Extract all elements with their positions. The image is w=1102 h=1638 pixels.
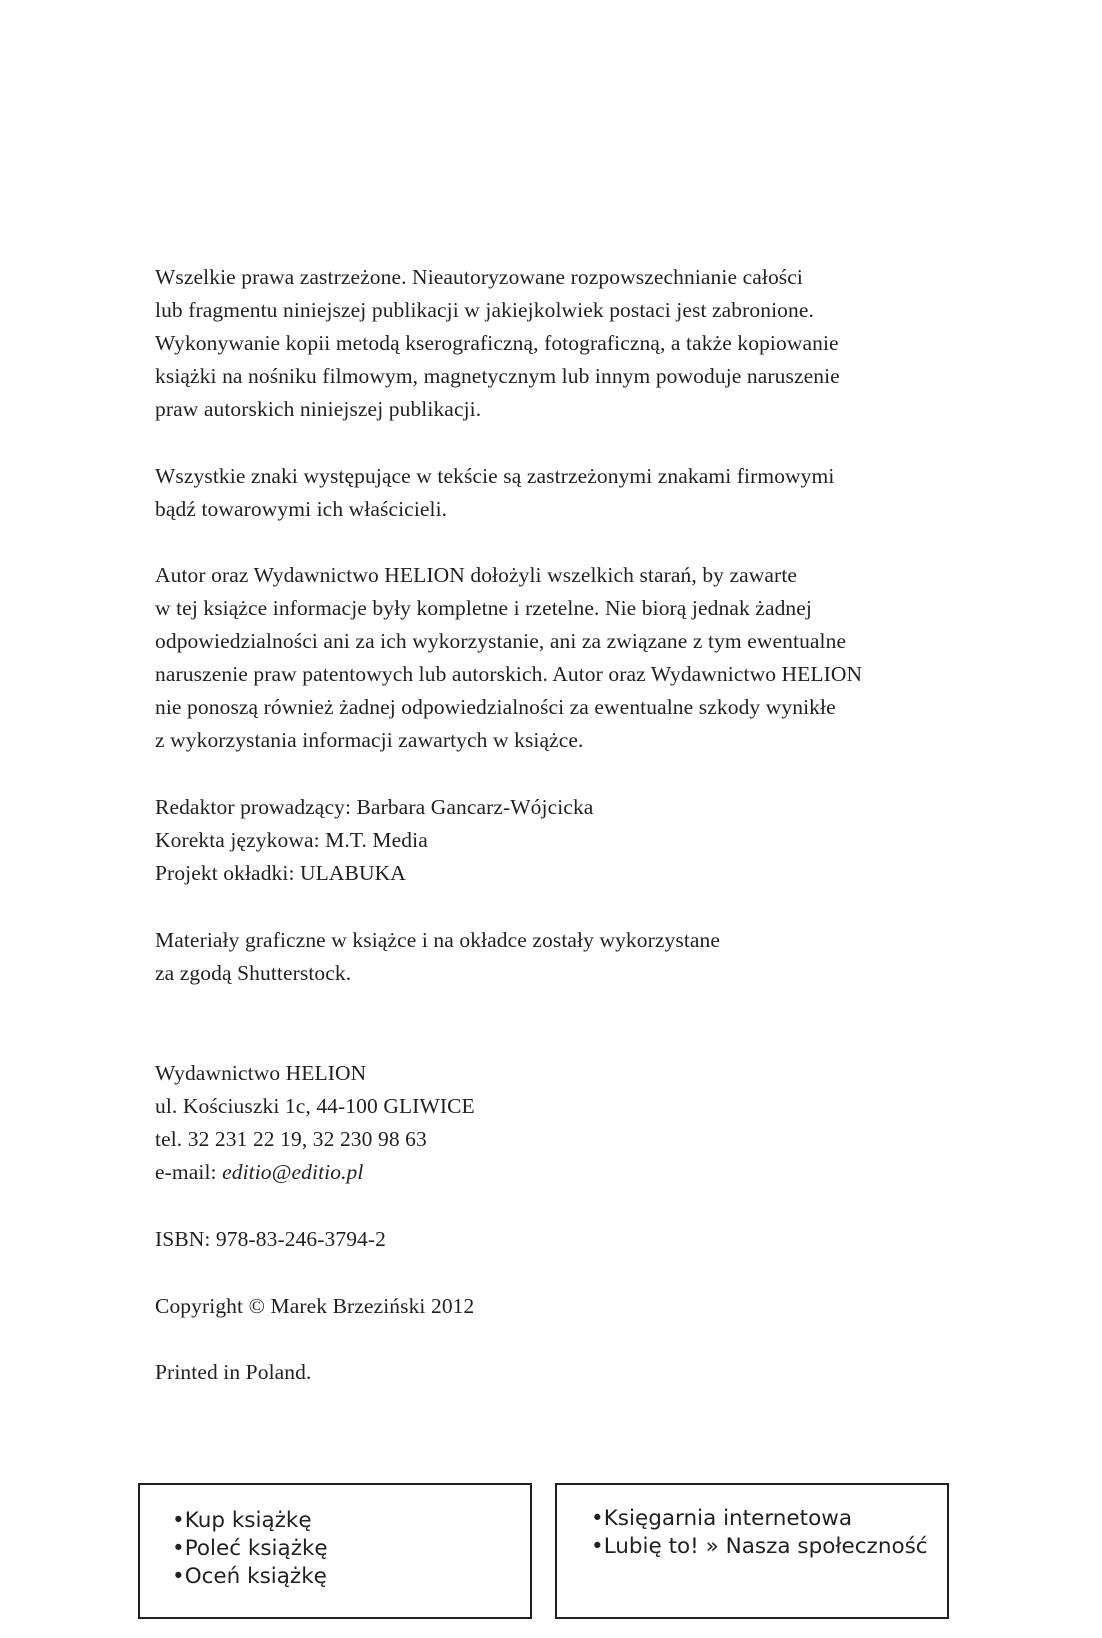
disclaimer-line: odpowiedzialności ani za ich wykorzystanie, ani za związane z tym ewentualne bbox=[155, 629, 847, 653]
legal-line: książki na nośniku filmowym, magnetycznym lub innym powoduje naruszenie bbox=[155, 364, 840, 388]
isbn bbox=[155, 1223, 975, 1256]
graphics-credit bbox=[155, 924, 975, 990]
publisher-phone: tel. 32 231 22 19, 32 230 98 63 bbox=[155, 1127, 427, 1151]
publisher-address: ul. Kościuszki 1c, 44-100 GLIWICE bbox=[155, 1094, 475, 1118]
publisher-info bbox=[155, 1057, 975, 1189]
publisher-name: Wydawnictwo HELION bbox=[155, 1061, 367, 1085]
trademarks-line: bądź towarowymi ich właścicieli. bbox=[155, 497, 448, 521]
printed-text: Printed in Poland. bbox=[155, 1360, 312, 1384]
trademarks-line: Wszystkie znaki występujące w tekście są zastrzeżonymi znakami firmowymi bbox=[155, 464, 835, 488]
buy-book-link[interactable]: • Kup książkę bbox=[172, 1507, 530, 1535]
isbn-text: ISBN: 978-83-246-3794-2 bbox=[155, 1227, 387, 1251]
copyright bbox=[155, 1290, 975, 1323]
disclaimer-line: Autor oraz Wydawnictwo HELION dołożyli wszelkich starań, by zawarte bbox=[155, 563, 798, 587]
graphics-line: za zgodą Shutterstock. bbox=[155, 961, 352, 985]
disclaimer-line: z wykorzystania informacji zawartych w książce. bbox=[155, 728, 584, 752]
legal-line: praw autorskich niniejszej publikacji. bbox=[155, 397, 482, 421]
email-label: e-mail: bbox=[155, 1160, 223, 1184]
disclaimer-line: nie ponoszą również żadnej odpowiedzialności za ewentualne szkody wynikłe bbox=[155, 695, 836, 719]
disclaimer-notice bbox=[155, 559, 975, 757]
graphics-line: Materiały graficzne w książce i na okładce zostały wykorzystane bbox=[155, 928, 721, 952]
like-community-link[interactable]: • Lubię to! » Nasza społeczność bbox=[591, 1533, 947, 1561]
credits bbox=[155, 791, 975, 890]
legal-line: Wykonywanie kopii metodą kserograficzną, fotograficzną, a także kopiowanie bbox=[155, 331, 839, 355]
email-link[interactable]: editio@editio.pl bbox=[222, 1160, 364, 1184]
editor-credit: Redaktor prowadzący: Barbara Gancarz-Wójcicka bbox=[155, 795, 594, 819]
publisher-email-line bbox=[155, 1156, 975, 1189]
legal-line: lub fragmentu niniejszej publikacji w jakiejkolwiek postaci jest zabronione. bbox=[155, 298, 814, 322]
proofreading-credit: Korekta językowa: M.T. Media bbox=[155, 828, 428, 852]
rate-book-link[interactable]: • Oceń książkę bbox=[172, 1563, 530, 1591]
disclaimer-line: naruszenie praw patentowych lub autorskich. Autor oraz Wydawnictwo HELION bbox=[155, 662, 863, 686]
online-bookstore-link[interactable]: • Księgarnia internetowa bbox=[591, 1505, 947, 1533]
printed-in bbox=[155, 1356, 975, 1389]
legal-notice bbox=[155, 261, 975, 426]
book-actions-box bbox=[138, 1483, 532, 1619]
community-links-box bbox=[555, 1483, 949, 1619]
disclaimer-line: w tej książce informacje były kompletne i rzetelne. Nie biorą jednak żadnej bbox=[155, 596, 813, 620]
recommend-book-link[interactable]: • Poleć książkę bbox=[172, 1535, 530, 1563]
copyright-text: Copyright © Marek Brzeziński 2012 bbox=[155, 1294, 475, 1318]
cover-design-credit: Projekt okładki: ULABUKA bbox=[155, 861, 406, 885]
legal-line: Wszelkie prawa zastrzeżone. Nieautoryzowane rozpowszechnianie całości bbox=[155, 265, 803, 289]
trademarks-notice bbox=[155, 460, 975, 526]
